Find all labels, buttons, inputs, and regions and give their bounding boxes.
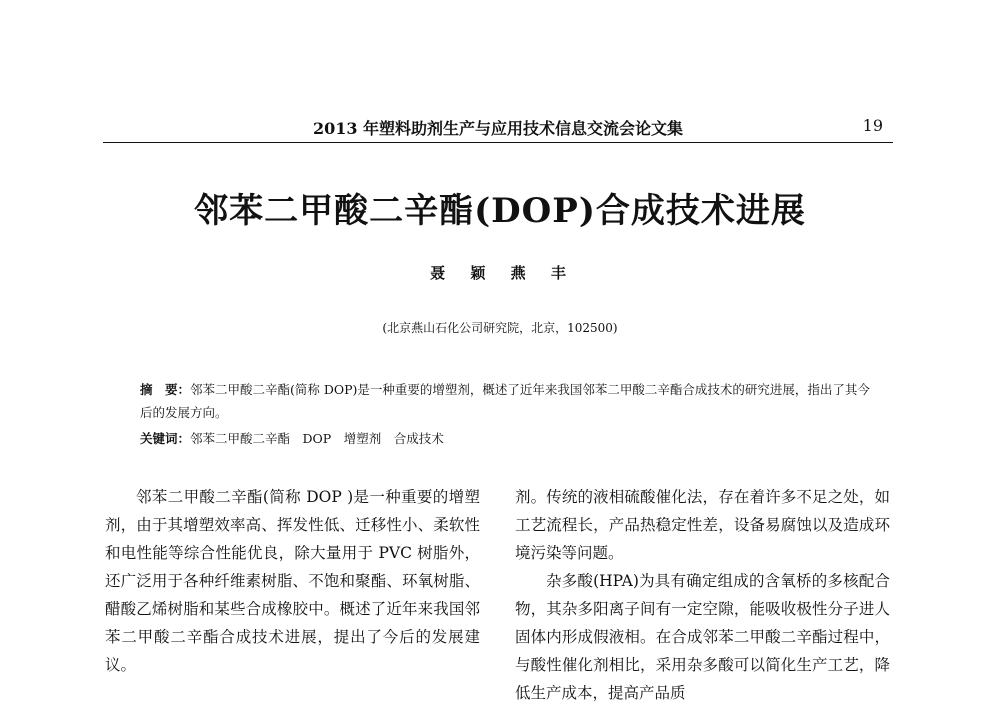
abstract-text: 邻苯二甲酸二辛酯(简称 DOP)是一种重要的增塑剂，概述了近年来我国邻苯二甲酸二辛酯合成技术的研究进展，指出了其今后的发展方向。 (140, 382, 870, 420)
body-paragraph: 邻苯二甲酸二辛酯(简称 DOP )是一种重要的增塑剂，由于其增塑效率高、挥发性低、迁移性小、柔软性和电性能等综合性能优良，除大量用于 PVC 树脂外，还广泛用于各种纤维素树脂、不饱和聚酯、环氧树脂、醋酸乙烯树脂和某些合成橡胶中。概述了近年来我国邻苯二甲酸二辛酯合成技术进展，提出了今后的发展建议。 (105, 488, 480, 674)
page-number: 19 (862, 116, 883, 135)
body-right-column (515, 483, 890, 707)
conference-title: 2013 年塑料助剂生产与应用技术信息交流会论文集 (312, 119, 684, 138)
keywords (140, 429, 870, 449)
keywords-label: 关键词： (140, 431, 191, 446)
authors: 聂 颖 燕 丰 (430, 264, 570, 282)
abstract (140, 378, 870, 424)
paper-title: 邻苯二甲酸二辛酯(DOP)合成技术进展 (194, 191, 806, 231)
affiliation: (北京燕山石化公司研究院，北京，102500) (382, 321, 618, 335)
header-rule (103, 142, 893, 143)
abstract-label: 摘 要： (140, 382, 191, 397)
running-header (103, 116, 893, 138)
body-paragraph: 杂多酸(HPA)为具有确定组成的含氧桥的多核配合物，其杂多阳离子间有一定空隙，能吸收极性分子进人固体内形成假液相。在合成邻苯二甲酸二辛酯过程中，与酸性催化剂相比，采用杂多酸可以简化生产工艺，降低生产成本，提高产品质 (515, 572, 890, 702)
body-paragraph: 剂。传统的液相硫酸催化法，存在着许多不足之处，如工艺流程长，产品热稳定性差，设备易腐蚀以及造成环境污染等问题。 (515, 488, 890, 562)
keywords-text: 邻苯二甲酸二辛酯 DOP 增塑剂 合成技术 (190, 431, 444, 446)
body-left-column (105, 483, 480, 679)
